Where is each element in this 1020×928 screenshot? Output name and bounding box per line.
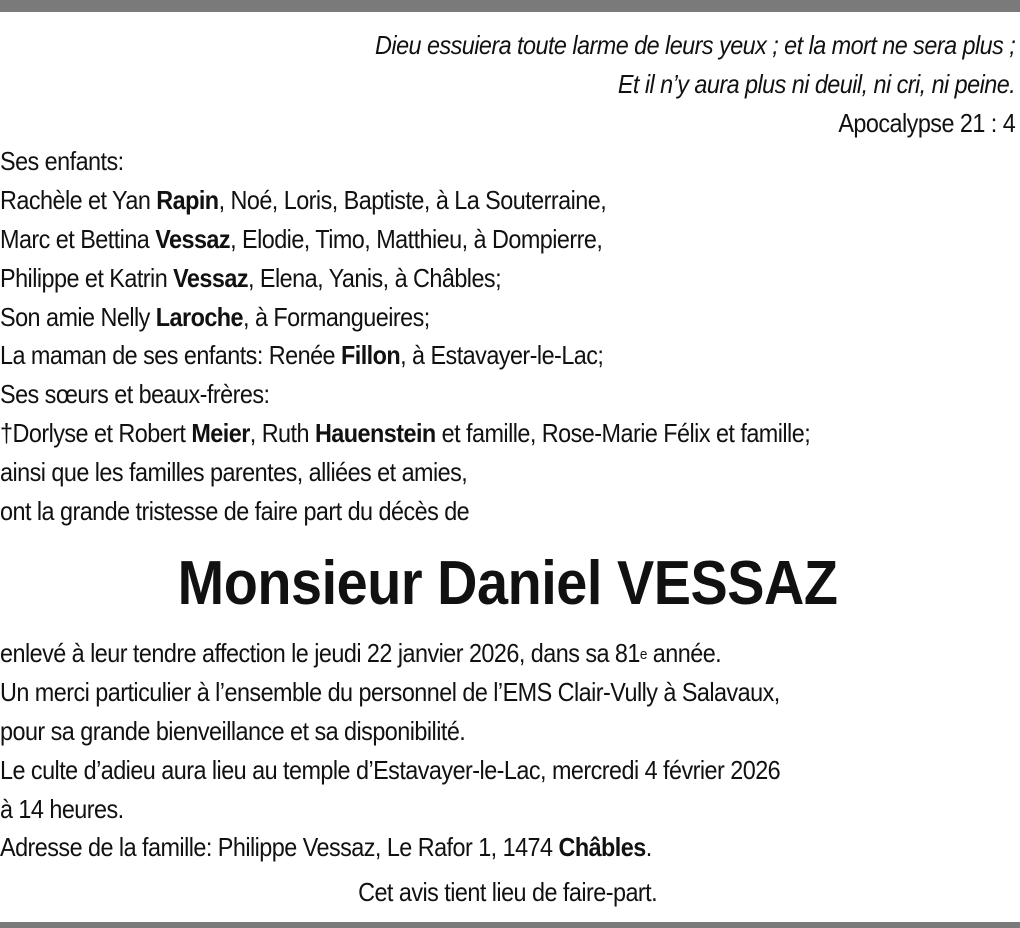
announcement-line: ont la grande tristesse de faire part du décès de [0,495,470,526]
surname: Rapin [156,185,219,216]
address-city: Châbles [558,832,646,863]
surname: Hauenstein [314,417,436,448]
ordinal-superscript: e [639,646,647,664]
bottom-border-rule [0,922,1020,928]
surname: Laroche [155,301,244,332]
dagger-icon: † [0,417,13,448]
top-border-rule [0,0,1020,12]
thanks-line-1: Un merci particulier à l’ensemble du personnel de l’EMS Clair-Vully à Salavaux, [0,677,780,708]
relatives-line: ainsi que les familles parentes, alliées et amies, [0,456,468,487]
surname: Vessaz [173,262,248,293]
child-family-1: Rachèle et Yan Rapin, Noé, Loris, Baptiste, à La Souterraine, [0,185,607,216]
verse-reference: Apocalypse 21 : 4 [838,107,1016,138]
child-family-2: Marc et Bettina Vessaz, Elodie, Timo, Matthieu, à Dompierre, [0,223,603,254]
closing-note: Cet avis tient lieu de faire-part. [358,877,658,908]
service-line-1: Le culte d’adieu aura lieu au temple d’Estavayer-le-Lac, mercredi 4 février 2026 [0,754,781,785]
family-address: Adresse de la famille: Philippe Vessaz, Le Rafor 1, 1474 Châbles. [0,832,652,863]
surname: Fillon [340,340,401,371]
deceased-name: Monsieur Daniel VESSAZ [177,549,838,619]
surname: Vessaz [155,223,231,254]
children-heading: Ses enfants: [0,146,124,177]
service-line-2: à 14 heures. [0,793,124,824]
child-family-3: Philippe et Katrin Vessaz, Elena, Yanis, à Châbles; [0,262,502,293]
siblings-heading: Ses sœurs et beaux-frères: [0,379,270,410]
surname: Meier [191,417,250,448]
verse-line-2: Et il n’y aura plus ni deuil, ni cri, ni peine. [617,68,1016,99]
obituary-notice [0,26,1015,912]
friend-line: Son amie Nelly Laroche, à Formangueires; [0,301,430,332]
verse-line-1: Dieu essuiera toute larme de leurs yeux ; et la mort ne sera plus ; [375,30,1016,60]
siblings-line: †Dorlyse et Robert Meier, Ruth Hauenstein et famille, Rose-Marie Félix et famille; [0,417,811,448]
death-date-line: enlevé à leur tendre affection le jeudi 22 janvier 2026, dans sa 81e année. [0,638,722,669]
mother-line: La maman de ses enfants: Renée Fillon, à Estavayer-le-Lac; [0,340,604,371]
thanks-line-2: pour sa grande bienveillance et sa disponibilité. [0,715,466,746]
